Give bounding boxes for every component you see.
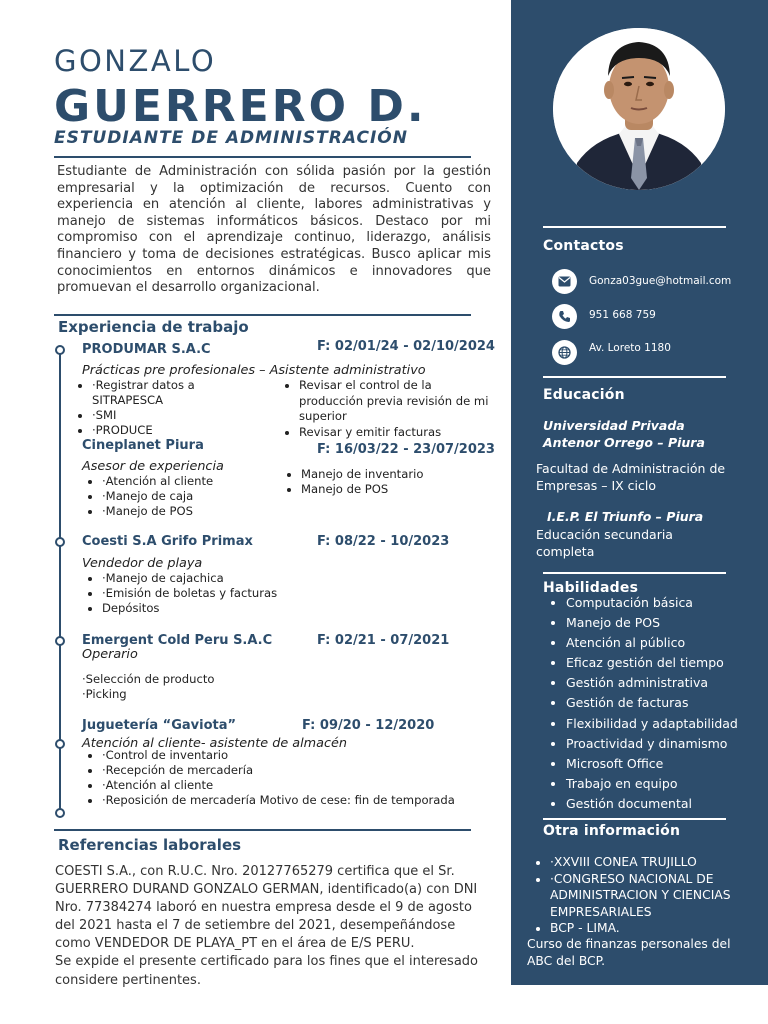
references-title: Referencias laborales (58, 836, 242, 854)
profile-photo-image (553, 28, 725, 190)
education-school-level: Educación secundaria completa (536, 527, 673, 559)
timeline-dot (55, 345, 65, 355)
job-role: Operario (82, 647, 138, 662)
job-duty: • Depósitos (102, 601, 277, 616)
other-info-extra: Curso de finanzas personales del ABC del BCP. (527, 937, 731, 968)
skill-item: • Gestión administrativa (566, 674, 738, 694)
profile-photo (553, 28, 725, 190)
skill-item: • Gestión documental (566, 795, 738, 815)
phone-icon (552, 304, 577, 329)
skill-item: • Gestión de facturas (566, 694, 738, 714)
skill-item: • Flexibilidad y adaptabilidad (566, 715, 738, 735)
job-duty: • Manejo de POS (301, 482, 423, 497)
skill-item: • Computación básica (566, 594, 738, 614)
job-duty: ·Selección de producto (82, 672, 215, 686)
job-dates: F: 09/20 - 12/2020 (302, 718, 435, 733)
other-info-item: • ·CONGRESO NACIONAL DE ADMINISTRACION Y CIENCIAS EMPRESARIALES (550, 871, 768, 921)
job-dates: F: 02/21 - 07/2021 (317, 633, 450, 648)
skills-divider (543, 572, 726, 574)
job-role: Prácticas pre profesionales – Asistente administrativo (82, 363, 426, 378)
job-duty: • ·Atención al cliente (102, 474, 213, 489)
job-duty: • Revisar y emitir facturas (299, 425, 489, 441)
job-duties (86, 748, 502, 808)
job-duty: • ·Control de inventario (102, 748, 502, 763)
skill-item: • Proactividad y dinamismo (566, 735, 738, 755)
job-duty: • ·PRODUCE (92, 423, 232, 438)
job-duties (86, 571, 277, 616)
timeline-dot (55, 537, 65, 547)
job-dates: F: 16/03/22 - 23/07/2023 (317, 442, 495, 457)
job-company: Juguetería “Gaviota” (82, 718, 237, 733)
job-company: Emergent Cold Peru S.A.C (82, 633, 273, 648)
job-role: Atención al cliente- asistente de almacén (82, 736, 348, 751)
job-duty: • ·SMI (92, 408, 232, 423)
skill-item: • Microsoft Office (566, 755, 738, 775)
job-duty: • Revisar el control de la producción previa revisión de mi superior (299, 378, 489, 425)
header-divider (54, 156, 471, 158)
job-duty: • ·Recepción de mercadería (102, 763, 502, 778)
experience-title: Experiencia de trabajo (58, 318, 249, 336)
job-duty: ·Picking (82, 687, 127, 701)
job-duties-secondary (285, 467, 423, 497)
references-text (55, 863, 495, 990)
timeline-dot (55, 808, 65, 818)
skill-item: • Eficaz gestión del tiempo (566, 654, 738, 674)
contact-email[interactable]: Gonza03gue@hotmail.com (589, 275, 732, 287)
contacts-title: Contactos (543, 238, 624, 254)
education-title: Educación (543, 387, 625, 403)
last-name: GUERRERO D. (54, 81, 427, 132)
job-dates: F: 02/01/24 - 02/10/2024 (317, 339, 495, 354)
contacts-divider (543, 226, 726, 228)
job-duty: • Manejo de inventario (301, 467, 423, 482)
job-title: ESTUDIANTE DE ADMINISTRACIÓN (54, 128, 408, 148)
job-dates: F: 08/22 - 10/2023 (317, 534, 450, 549)
skill-item: • Atención al público (566, 634, 738, 654)
job-company: Coesti S.A Grifo Primax (82, 534, 253, 549)
job-company: PRODUMAR S.A.C (82, 342, 211, 357)
skills-title: Habilidades (543, 580, 639, 596)
skill-item: • Manejo de POS (566, 614, 738, 634)
other-info-item: • ·XXVIII CONEA TRUJILLO (550, 854, 768, 871)
other-info-title: Otra información (543, 823, 681, 839)
education-faculty: Facultad de Administración de Empresas – IX ciclo (536, 461, 726, 493)
timeline-dot (55, 739, 65, 749)
contact-address: Av. Loreto 1180 (589, 342, 671, 354)
job-duty: • ·Manejo de POS (102, 504, 213, 519)
profile-summary: Estudiante de Administración con sólida pasión por la gestión empresarial y la optimización de recursos. Cuento con experiencia en atención al cliente, labores administrativas y manejo de sistemas informáticos básicos. Destaco por mi compromiso con el aprendizaje continuo, liderazgo, análisis financiero y toma de decisiones estratégicas. Busco aplicar mis conocimientos en entornos dinámicos e innovadores que promuevan el desarrollo organizacional. (57, 164, 491, 296)
references-paragraph: COESTI S.A., con R.U.C. Nro. 20127765279 certifica que el Sr. GUERRERO DURAND GONZALO GERMAN, identificado(a) con DNI Nro. 77384274 laboró en nuestra empresa desde el 9 de agosto del 2021 hasta el 7 de setiembre del 2021, desempeñándose como VENDEDOR DE PLAYA_PT en el área de E/S PERU. (55, 864, 478, 952)
references-divider (54, 829, 471, 831)
job-duties (82, 378, 232, 438)
job-duty: • ·Manejo de cajachica (102, 571, 277, 586)
job-duties-secondary (289, 378, 489, 441)
job-duty: • ·Atención al cliente (102, 778, 502, 793)
experience-divider (54, 314, 471, 316)
job-duty: • ·Manejo de caja (102, 489, 213, 504)
contact-phone[interactable]: 951 668 759 (589, 309, 656, 321)
skills-list (542, 594, 738, 815)
education-divider (543, 376, 726, 378)
education-university: Universidad Privada Antenor Orrego – Piura (543, 418, 705, 450)
job-duty: • ·Reposición de mercadería Motivo de cese: fin de temporada (102, 793, 502, 808)
globe-icon (552, 340, 577, 365)
job-duties (86, 474, 213, 519)
skill-item: • Trabajo en equipo (566, 775, 738, 795)
job-company: Cineplanet Piura (82, 438, 204, 453)
references-paragraph: Se expide el presente certificado para los fines que el interesado considere pertinentes. (55, 954, 478, 988)
first-name: GONZALO (54, 44, 217, 78)
job-duty: • ·Registrar datos a SITRAPESCA (92, 378, 232, 408)
job-duty: • ·Emisión de boletas y facturas (102, 586, 277, 601)
education-school: I.E.P. El Triunfo – Piura (547, 509, 704, 524)
job-role: Asesor de experiencia (82, 459, 224, 474)
timeline-dot (55, 636, 65, 646)
other-info-item: • BCP - LIMA. (550, 920, 768, 937)
mail-icon (552, 269, 577, 294)
other-info-divider (543, 818, 726, 820)
other-info-list (528, 854, 768, 937)
job-role: Vendedor de playa (82, 556, 203, 571)
